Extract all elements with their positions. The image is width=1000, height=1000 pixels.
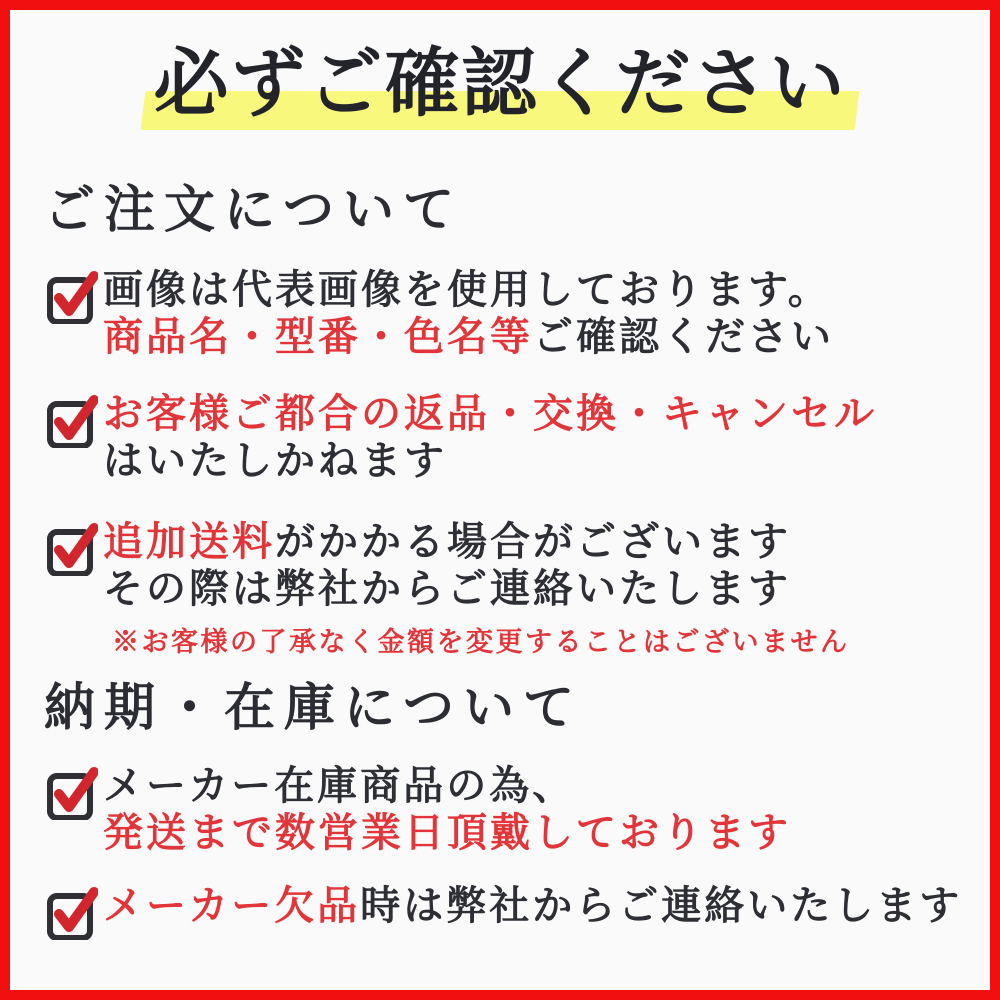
checkbox-checked-icon — [46, 520, 98, 576]
item-note: ※お客様の了承なく金額を変更することはございません — [112, 627, 850, 657]
notice-item — [46, 518, 850, 658]
item-line — [103, 266, 834, 313]
notice-item — [46, 882, 962, 929]
text-segment: 追加送料 — [103, 519, 275, 564]
item-text — [103, 266, 834, 360]
item-line — [103, 437, 877, 484]
checkbox-checked-icon — [46, 268, 98, 324]
text-segment: メーカー在庫商品の為、 — [103, 763, 576, 808]
item-line — [103, 762, 791, 809]
checkbox-checked-icon — [46, 764, 98, 820]
checkbox-checked-icon — [46, 884, 98, 940]
text-segment: 時は弊社からご連絡いたします — [360, 883, 963, 928]
text-segment: 発送まで数営業日頂戴しております — [103, 810, 791, 855]
text-segment: がかかる場合がございます — [275, 519, 791, 564]
item-line — [103, 809, 791, 856]
item-text — [103, 882, 962, 929]
notice-item — [46, 266, 834, 360]
text-segment: はいたしかねます — [103, 438, 447, 483]
text-segment: 画像は代表画像を使用しております。 — [103, 267, 831, 312]
notice-item — [46, 390, 877, 484]
item-line — [103, 390, 877, 437]
item-text — [103, 518, 850, 612]
item-line — [103, 518, 850, 565]
page-title: 必ずご確認ください — [153, 43, 847, 126]
text-segment: ご確認ください — [533, 314, 834, 359]
checkbox-checked-icon — [46, 392, 98, 448]
item-text — [103, 390, 877, 484]
notice-item — [46, 762, 791, 856]
item-line — [103, 565, 850, 612]
section-heading-orders: ご注文について — [44, 183, 463, 239]
item-text — [103, 762, 791, 856]
text-segment: メーカー欠品 — [103, 883, 361, 928]
text-segment: その際は弊社からご連絡いたします — [103, 566, 791, 611]
text-segment: 商品名・型番・色名等 — [103, 314, 533, 359]
item-line — [103, 313, 834, 360]
text-segment: お客様ご都合の返品・交換・キャンセル — [103, 391, 877, 436]
section-heading-stock: 納期・在庫について — [44, 681, 583, 737]
title-block — [0, 0, 1000, 160]
item-line — [103, 882, 962, 929]
